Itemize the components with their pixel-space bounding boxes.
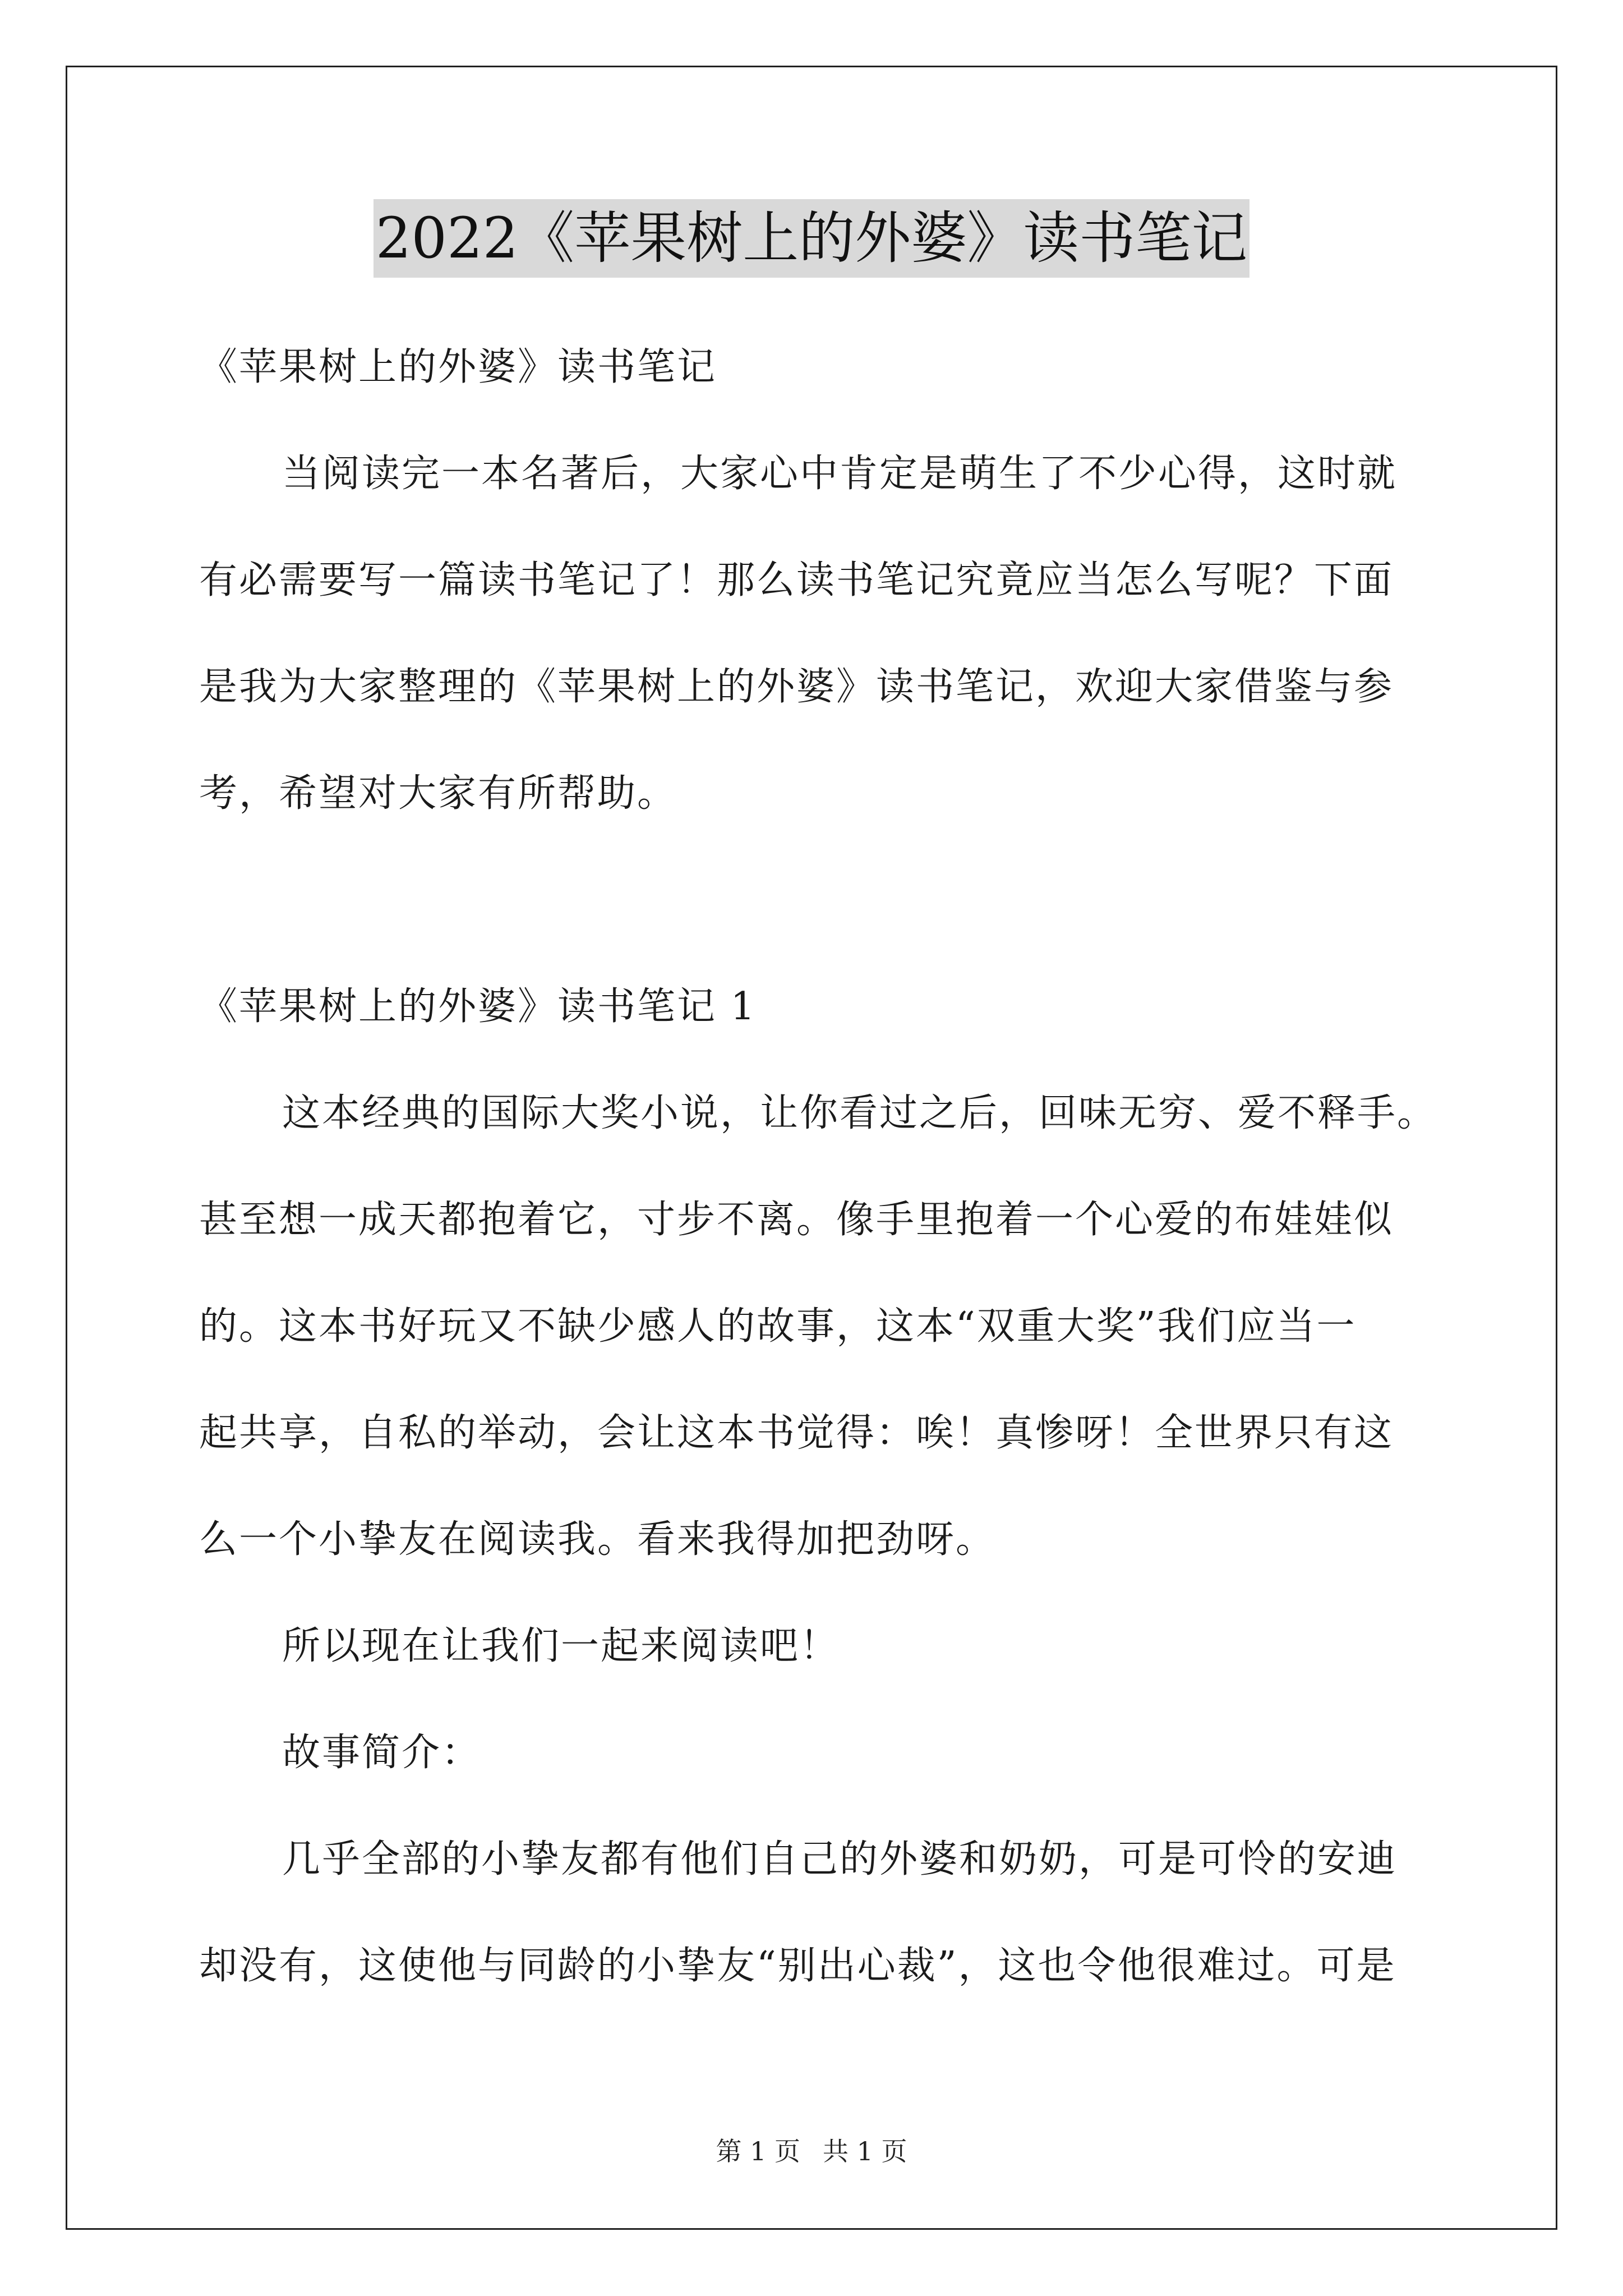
page-total: 共 1 页: [823, 2136, 907, 2166]
document-title: 2022《苹果树上的外婆》读书笔记: [374, 199, 1250, 278]
page-number: 第 1 页: [716, 2136, 800, 2166]
text-line: 起共享，自私的举动，会让这本书觉得：唉！真惨呀！全世界只有这: [199, 1411, 1394, 1455]
text-line: 《苹果树上的外婆》读书笔记 1: [199, 984, 757, 1029]
title-container: [0, 199, 1623, 278]
text-line: 所以现在让我们一起来阅读吧！: [282, 1624, 840, 1668]
text-line: 却没有，这使他与同龄的小挚友“别出心裁”，这也令他很难过。可是: [199, 1944, 1396, 1988]
text-line: 甚至想一成天都抱着它，寸步不离。像手里抱着一个心爱的布娃娃似: [199, 1198, 1394, 1242]
text-line: 么一个小挚友在阅读我。看来我得加把劲呀。: [199, 1517, 996, 1562]
text-line: 这本经典的国际大奖小说，让你看过之后，回味无穷、爱不释手。: [282, 1091, 1437, 1135]
blank-line: [199, 847, 1433, 954]
text-line: 是我为大家整理的《苹果树上的外婆》读书笔记，欢迎大家借鉴与参: [199, 665, 1394, 709]
text-line: 有必需要写一篇读书笔记了！那么读书笔记究竟应当怎么写呢？下面: [199, 558, 1394, 602]
text-line: 故事简介：: [282, 1731, 482, 1775]
text-line: 几乎全部的小挚友都有他们自己的外婆和奶奶，可是可怜的安迪: [282, 1837, 1398, 1881]
text-line: 《苹果树上的外婆》读书笔记: [199, 345, 717, 389]
page-footer: [0, 2134, 1623, 2168]
text-line: 当阅读完一本名著后，大家心中肯定是萌生了不少心得，这时就: [282, 452, 1398, 496]
document-body: [199, 314, 1437, 2019]
text-line: 的。这本书好玩又不缺少感人的故事，这本“双重大奖”我们应当一: [199, 1304, 1357, 1349]
text-line: 考，希望对大家有所帮助。: [199, 771, 677, 816]
